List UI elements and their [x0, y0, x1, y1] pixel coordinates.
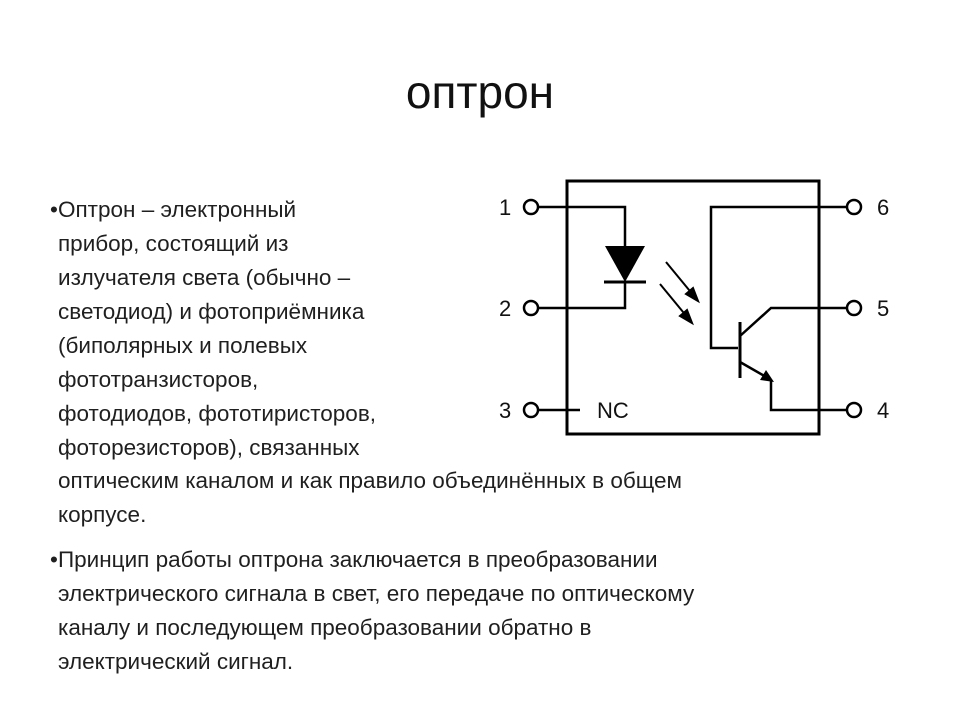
bullet-marker: •: [50, 197, 58, 222]
pin-5-label: 5: [877, 296, 890, 321]
bullet-line: каналу и последующем преобразовании обратно в: [58, 615, 592, 640]
led-cathode-wire: [538, 282, 625, 308]
led-diode-icon: [605, 246, 645, 282]
bullet-line: электрического сигнала в свет, его передаче по оптическому: [58, 581, 695, 606]
pin-1-label: 1: [499, 195, 512, 220]
bullet-line: излучателя света (обычно –: [58, 265, 351, 290]
pin-4-terminal: [847, 403, 861, 417]
pin-2-label: 2: [499, 296, 512, 321]
bullet-line: Оптрон – электронный: [58, 197, 297, 222]
bullet-line: электрический сигнал.: [58, 649, 294, 674]
base-wire: [711, 207, 847, 348]
slide-title: оптрон: [405, 66, 555, 118]
bullet-line: светодиод) и фотоприёмника: [58, 299, 365, 324]
pin-2-terminal: [524, 301, 538, 315]
bullet-line: фоторезисторов), связанных: [58, 435, 360, 460]
pin-5-terminal: [847, 301, 861, 315]
bullet-principle: [50, 543, 878, 679]
bullet-definition-continued: [58, 464, 878, 532]
bullet-line: (биполярных и полевых: [58, 333, 308, 358]
optocoupler-schematic: [490, 176, 900, 440]
bullet-line: фотодиодов, фототиристоров,: [58, 401, 377, 426]
pin-3-terminal: [524, 403, 538, 417]
bullet-definition: [50, 193, 438, 465]
led-anode-wire: [538, 207, 625, 246]
bullet-marker: •: [50, 547, 58, 572]
emitter-to-pin4-wire: [771, 380, 847, 410]
pin-3-label: 3: [499, 398, 512, 423]
pin-6-label: 6: [877, 195, 890, 220]
bullet-line: фототранзисторов,: [58, 367, 259, 392]
collector-wire: [740, 308, 847, 336]
light-emission-arrows-icon: [660, 262, 698, 323]
bullet-line: Принцип работы оптрона заключается в преобразовании: [58, 547, 658, 572]
bullet-line: прибор, состоящий из: [58, 231, 289, 256]
pin-6-terminal: [847, 200, 861, 214]
nc-label: NC: [597, 398, 629, 423]
bullet-line: оптическим каналом и как правило объединённых в общем: [58, 468, 682, 493]
pin-1-terminal: [524, 200, 538, 214]
pin-4-label: 4: [877, 398, 890, 423]
bullet-line: корпусе.: [58, 502, 147, 527]
